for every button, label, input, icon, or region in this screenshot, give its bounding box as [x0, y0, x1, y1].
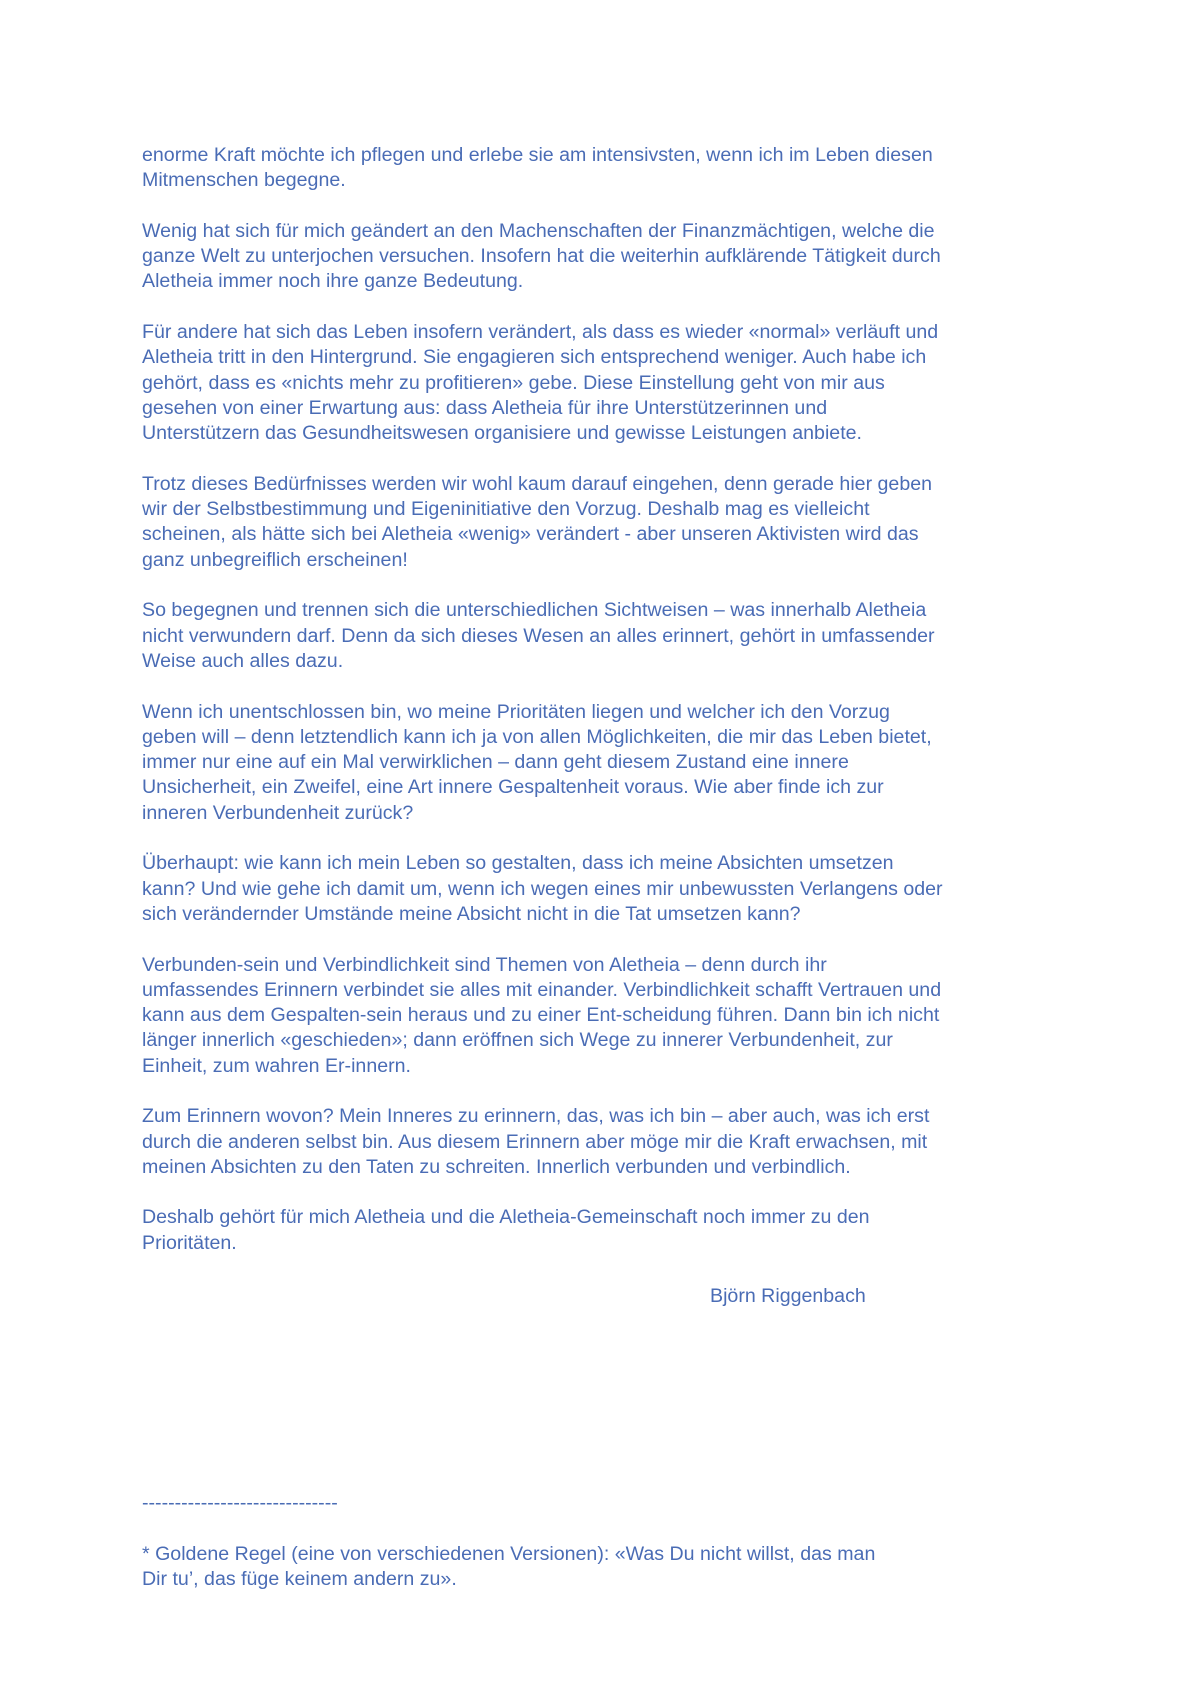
- footnote-text: * Goldene Regel (eine von verschiedenen Versionen): «Was Du nicht willst, das man Dir tu’, das füge keinem andern zu».: [142, 1542, 876, 1591]
- paragraph: Deshalb gehört für mich Aletheia und die Aletheia-Gemeinschaft noch immer zu den Prioritäten.: [142, 1206, 870, 1254]
- paragraph: Trotz dieses Bedürfnisses werden wir wohl kaum darauf eingehen, denn gerade hier geben wir der Selbstbestimmung und Eigeninitiative den Vorzug. Deshalb mag es vielleicht scheinen, als hätte sich bei Aletheia «wenig» verändert - aber unseren Aktivisten wird das ganz unbegreiflich erscheinen!: [142, 472, 933, 571]
- paragraph: Zum Erinnern wovon? Mein Inneres zu erinnern, das, was ich bin – aber auch, was ich erst durch die anderen selbst bin. Aus diesem Erinnern aber möge mir die Kraft erwachsen, mit meinen Absichten zu den Taten zu schreiten. Innerlich verbunden und verbindlich.: [142, 1105, 930, 1178]
- document-body: [142, 143, 1062, 1281]
- paragraph: Für andere hat sich das Leben insofern verändert, als dass es wieder «normal» verläuft und Aletheia tritt in den Hintergrund. Sie engagieren sich entsprechend weniger. Auch habe ich gehört, dass es «nichts mehr zu profitieren» gebe. Diese Einstellung geht von mir aus gesehen von einer Erwartung aus: dass Aletheia für ihre Unterstützerinnen und Unterstützern das Gesundheitswesen organisiere und gewisse Leistungen anbiete.: [142, 321, 939, 445]
- paragraph: Wenig hat sich für mich geändert an den Machenschaften der Finanzmächtigen, welche die ganze Welt zu unterjochen versuchen. Insofern hat die weiterhin aufklärende Tätigkeit durch Aletheia immer noch ihre ganze Bedeutung.: [142, 219, 941, 293]
- paragraph: Wenn ich unentschlossen bin, wo meine Prioritäten liegen und welcher ich den Vorzug geben will – denn letztendlich kann ich ja von allen Möglichkeiten, die mir das Leben bietet, immer nur eine auf ein Mal verwirklichen – dann geht diesem Zustand eine innere Unsicherheit, ein Zweifel, eine Art innere Gespaltenheit voraus. Wie aber finde ich zur inneren Verbundenheit zurück?: [142, 700, 932, 824]
- paragraph: enorme Kraft möchte ich pflegen und erlebe sie am intensivsten, wenn ich im Leben diesen Mitmenschen begegne.: [142, 144, 933, 192]
- signature: Björn Riggenbach: [710, 1285, 866, 1307]
- footnote: [142, 1466, 875, 1618]
- paragraph: So begegnen und trennen sich die unterschiedlichen Sichtweisen – was innerhalb Aletheia nicht verwundern darf. Denn da sich dieses Wesen an alles erinnert, gehört in umfassender Weise auch alles dazu.: [142, 599, 935, 672]
- paragraph: Verbunden-sein und Verbindlichkeit sind Themen von Aletheia – denn durch ihr umfassendes Erinnern verbindet sie alles mit einander. Verbindlichkeit schafft Vertrauen und kann aus dem Gespalten-sein heraus und zu einer Ent-scheidung führen. Dann bin ich nicht länger innerlich «geschieden»; dann eröffnen sich Wege zu innerer Verbundenheit, zur Einheit, zum wahren Er-innern.: [142, 953, 942, 1077]
- paragraph: Überhaupt: wie kann ich mein Leben so gestalten, dass ich meine Absichten umsetzen kann? Und wie gehe ich damit um, wenn ich wegen eines mir unbewussten Verlangens oder sich verändernder Umstände meine Absicht nicht in die Tat umsetzen kann?: [142, 852, 943, 925]
- footnote-rule: ------------------------------: [142, 1492, 338, 1515]
